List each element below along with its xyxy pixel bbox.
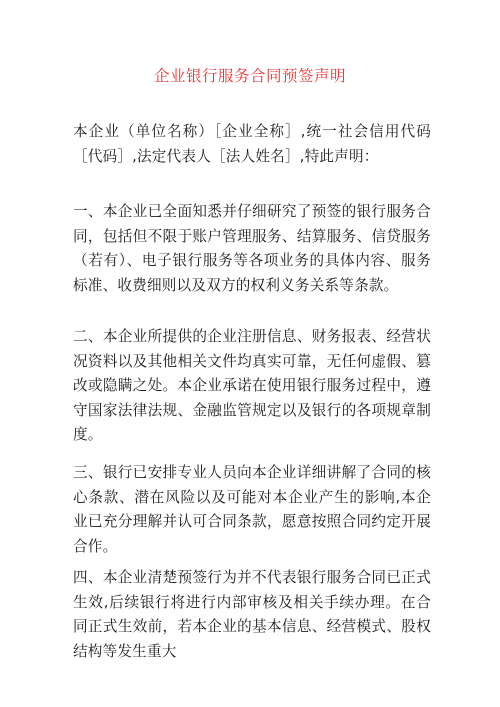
declaration-clause-1: 一、本企业已全面知悉并仔细研究了预签的银行服务合同，包括但不限于账户管理服务、结算服务、信贷服务（若有）、电子银行服务等各项业务的具体内容、服务标准、收费细则以及双方的权利义务关系等条款。	[73, 203, 431, 294]
declaration-clause-4: 四、本企业清楚预签行为并不代表银行服务合同已正式生效,后续银行将进行内部审核及相关手续办理。在合同正式生效前，若本企业的基本信息、经营模式、股权结构等发生重大	[73, 569, 431, 660]
declaration-clause-2: 二、本企业所提供的企业注册信息、财务报表、经营状况资料以及其他相关文件均真实可靠，无任何虚假、篡改或隐瞒之处。本企业承诺在使用银行服务过程中，遵守国家法律法规、金融监管规定以及银行的各项规章制度。	[73, 328, 431, 443]
declaration-clause-3: 三、银行已安排专业人员向本企业详细讲解了合同的核心条款、潜在风险以及可能对本企业产生的影响,本企业已充分理解并认可合同条款，愿意按照合同约定开展合作。	[73, 464, 431, 555]
document-title: 企业银行服务合同预签声明	[153, 67, 346, 85]
declaration-intro-paragraph: 本企业（单位名称）［企业全称］,统一社会信用代码［代码］,法定代表人［法人姓名］,特此声明：	[73, 123, 431, 165]
